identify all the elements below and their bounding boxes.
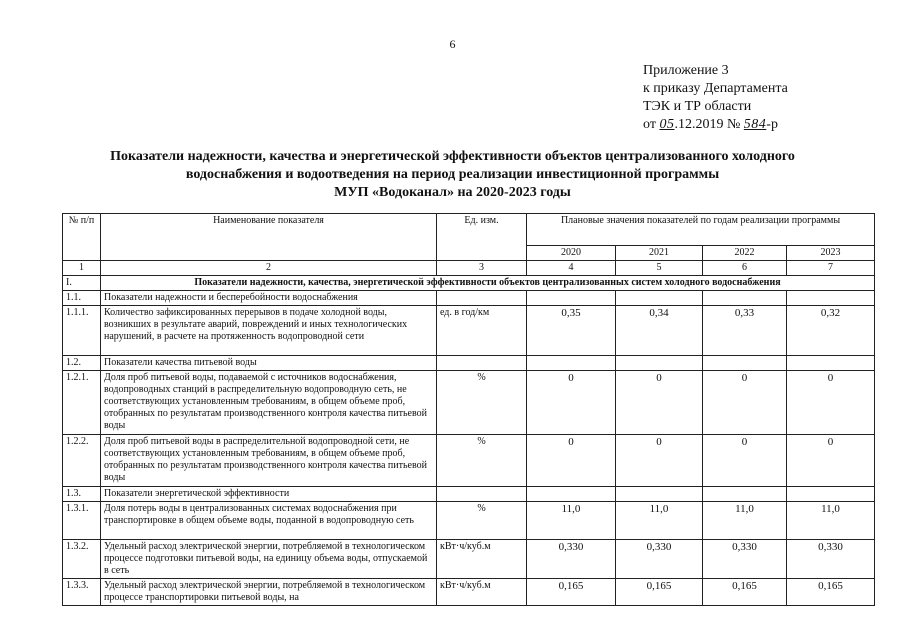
value-2022: 0 — [703, 435, 787, 487]
page-number: 6 — [449, 37, 456, 51]
appendix-line-1: Приложение 3 — [643, 63, 729, 78]
year-header: 2020 — [527, 246, 616, 261]
row-number: 1.3.2. — [63, 540, 101, 579]
value-2023: 0,32 — [787, 306, 875, 356]
unit: % — [437, 502, 527, 540]
unit: кВт·ч/куб.м — [437, 579, 527, 606]
order-suffix: -р — [766, 117, 778, 132]
value-2021: 0,34 — [616, 306, 703, 356]
document-title-line-1: Показатели надежности, качества и энергетической эффективности объектов централизованного холодного — [110, 149, 795, 164]
value-2023: 0 — [787, 435, 875, 487]
value-2022: 0,330 — [703, 540, 787, 579]
value-2022: 11,0 — [703, 502, 787, 540]
year-header: 2023 — [787, 246, 875, 261]
value-2020: 0,330 — [527, 540, 616, 579]
col-number: 5 — [616, 261, 703, 276]
group-row — [63, 356, 875, 371]
value-2022: 0,165 — [703, 579, 787, 606]
col-number: 4 — [527, 261, 616, 276]
header-planned-values: Плановые значения показателей по годам реализации программы — [527, 214, 875, 246]
col-number: 2 — [101, 261, 437, 276]
row-number: 1.2.1. — [63, 371, 101, 435]
date-prefix: от — [643, 117, 660, 132]
value-2021: 0 — [616, 435, 703, 487]
group-title: Показатели энергетической эффективности — [101, 487, 437, 502]
date-suffix: .12.2019 № — [674, 117, 744, 132]
value-2020: 0,165 — [527, 579, 616, 606]
handwritten-day: 05 — [659, 117, 675, 132]
unit: ед. в год/км — [437, 306, 527, 356]
unit: % — [437, 371, 527, 435]
value-2021: 11,0 — [616, 502, 703, 540]
table-row — [63, 371, 875, 435]
indicator-name: Удельный расход электрической энергии, потребляемой в технологическом процессе транспортировки питьевой воды, на — [101, 579, 437, 606]
appendix-order-line — [643, 116, 788, 134]
document-title-line-3: МУП «Водоканал» на 2020-2023 годы — [334, 185, 571, 200]
row-number: 1.2.2. — [63, 435, 101, 487]
header-name: Наименование показателя — [101, 214, 437, 261]
appendix-block — [643, 62, 788, 134]
indicator-name: Доля проб питьевой воды, подаваемой с источников водоснабжения, водопроводных станций в распределительную водопроводную сеть, не соответствующих установленным требованиям, в общем объеме проб, отобранных по результатам производственного контроля качества питьевой воды — [101, 371, 437, 435]
indicator-name: Доля потерь воды в централизованных системах водоснабжения при транспортировке в общем объеме воды, поданной в водопроводную сеть — [101, 502, 437, 540]
year-header: 2022 — [703, 246, 787, 261]
indicator-name: Количество зафиксированных перерывов в подаче холодной воды, возникших в результате аварий, повреждений и иных технологических нарушений, в расчете на протяженность водопроводной сети — [101, 306, 437, 356]
indicator-name: Доля проб питьевой воды в распределительной водопроводной сети, не соответствующих установленным требованиям, в общем объеме проб, отобранных по результатам производственного контроля качества питьевой воды — [101, 435, 437, 487]
header-num: № п/п — [63, 214, 101, 261]
section-row — [63, 276, 875, 291]
group-title: Показатели надежности и бесперебойности водоснабжения — [101, 291, 437, 306]
handwritten-order-number: 584 — [743, 117, 767, 132]
row-number: 1.3.1. — [63, 502, 101, 540]
col-number: 3 — [437, 261, 527, 276]
value-2020: 0 — [527, 371, 616, 435]
unit: кВт·ч/куб.м — [437, 540, 527, 579]
document-title-line-2: водоснабжения и водоотведения на период реализации инвестиционной программы — [185, 167, 720, 182]
indicator-name: Удельный расход электрической энергии, потребляемой в технологическом процессе подготовки питьевой воды, на единицу объема воды, отпускаемой в сеть — [101, 540, 437, 579]
unit: % — [437, 435, 527, 487]
row-number: 1.1.1. — [63, 306, 101, 356]
appendix-line-2: к приказу Департамента — [643, 81, 788, 96]
value-2020: 11,0 — [527, 502, 616, 540]
row-number: 1.3.3. — [63, 579, 101, 606]
value-2021: 0,165 — [616, 579, 703, 606]
year-header: 2021 — [616, 246, 703, 261]
column-numbers-row — [63, 261, 875, 276]
section-number: I. — [63, 276, 101, 291]
table-row — [63, 306, 875, 356]
value-2023: 11,0 — [787, 502, 875, 540]
table-header-row — [63, 214, 875, 246]
table-row — [63, 435, 875, 487]
table-row — [63, 502, 875, 540]
group-number: 1.1. — [63, 291, 101, 306]
group-title: Показатели качества питьевой воды — [101, 356, 437, 371]
section-title: Показатели надежности, качества, энергетической эффективности объектов централизованных систем холодного водоснабжения — [101, 276, 875, 291]
appendix-line-3: ТЭК и ТР области — [643, 99, 752, 114]
value-2020: 0 — [527, 435, 616, 487]
value-2020: 0,35 — [527, 306, 616, 356]
group-row — [63, 291, 875, 306]
value-2022: 0,33 — [703, 306, 787, 356]
value-2023: 0,165 — [787, 579, 875, 606]
group-number: 1.2. — [63, 356, 101, 371]
col-number: 7 — [787, 261, 875, 276]
indicators-table — [62, 213, 875, 606]
value-2022: 0 — [703, 371, 787, 435]
group-number: 1.3. — [63, 487, 101, 502]
value-2023: 0 — [787, 371, 875, 435]
value-2023: 0,330 — [787, 540, 875, 579]
table-row — [63, 540, 875, 579]
value-2021: 0,330 — [616, 540, 703, 579]
group-row — [63, 487, 875, 502]
header-unit: Ед. изм. — [437, 214, 527, 261]
value-2021: 0 — [616, 371, 703, 435]
table-row — [63, 579, 875, 606]
col-number: 6 — [703, 261, 787, 276]
col-number: 1 — [63, 261, 101, 276]
